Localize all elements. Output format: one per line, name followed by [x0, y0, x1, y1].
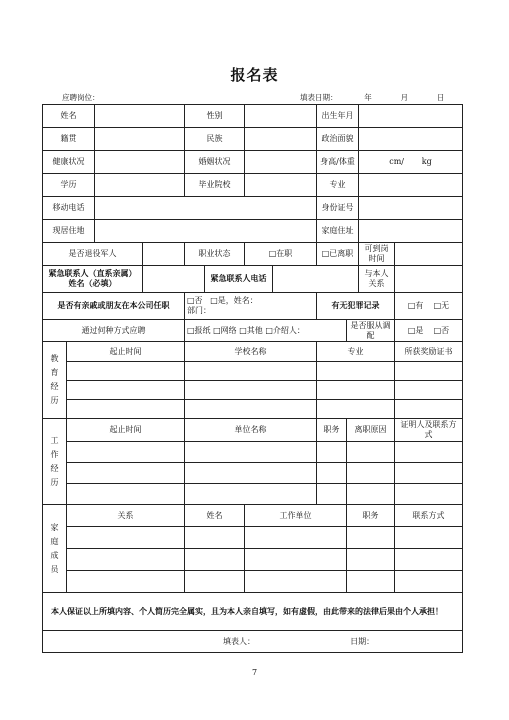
- checkbox-newspaper[interactable]: □报纸: [187, 325, 211, 335]
- family-col-company: 工作单位: [245, 505, 347, 527]
- pledge-statement: 本人保证以上所填内容、个人简历完全属实，且为本人亲自填写，如有虚假，由此带来的法律后果由个人承担！: [43, 593, 463, 631]
- checkbox-obey-no[interactable]: □否: [433, 325, 450, 335]
- family-cell[interactable]: [347, 571, 395, 593]
- label-ethnicity: 民族: [185, 128, 245, 151]
- family-section-label: 家庭成员: [43, 505, 67, 593]
- signature-row: [43, 631, 463, 653]
- sign-date-label: 日期：: [350, 636, 375, 646]
- field-gender[interactable]: [245, 105, 317, 128]
- edu-col-awards: 所获奖励证书: [395, 342, 463, 362]
- label-school: 毕业院校: [185, 174, 245, 197]
- field-school[interactable]: [245, 174, 317, 197]
- field-obey[interactable]: [395, 320, 463, 342]
- field-birth[interactable]: [359, 105, 463, 128]
- field-home-address[interactable]: [359, 220, 463, 243]
- edu-col-major: 专业: [317, 342, 395, 362]
- edu-cell[interactable]: [67, 400, 185, 419]
- family-cell[interactable]: [245, 571, 347, 593]
- checkbox-relatives-yes[interactable]: □是，姓名：: [210, 296, 258, 305]
- edu-cell[interactable]: [185, 400, 317, 419]
- label-department: 部门：: [187, 306, 211, 315]
- label-name: 姓名: [43, 105, 95, 128]
- edu-cell[interactable]: [185, 362, 317, 381]
- year-label: 年: [364, 93, 372, 102]
- work-col-position: 职务: [317, 419, 347, 442]
- family-col-name: 姓名: [185, 505, 245, 527]
- position-label: 应聘岗位：: [62, 93, 100, 102]
- field-channel[interactable]: [185, 320, 347, 342]
- work-cell[interactable]: [347, 484, 395, 505]
- checkbox-obey-yes[interactable]: □是: [407, 325, 424, 335]
- work-cell[interactable]: [317, 463, 347, 484]
- label-current-address: 现居住地: [43, 220, 95, 243]
- work-cell[interactable]: [67, 484, 185, 505]
- label-emergency-phone: 紧急联系人电话: [205, 266, 273, 293]
- work-cell[interactable]: [185, 442, 317, 463]
- day-label: 日: [436, 93, 445, 102]
- label-major: 专业: [317, 174, 359, 197]
- label-mobile: 移动电话: [43, 197, 95, 220]
- checkbox-relatives-no[interactable]: □否: [187, 296, 203, 305]
- label-available: 可到岗时间: [359, 243, 395, 266]
- registration-table: [42, 104, 463, 653]
- edu-cell[interactable]: [317, 381, 395, 400]
- checkbox-other[interactable]: □其他: [239, 325, 263, 335]
- page-number: 7: [251, 668, 258, 677]
- field-relatives[interactable]: [185, 293, 317, 320]
- field-relation[interactable]: [395, 266, 463, 293]
- field-education[interactable]: [95, 174, 185, 197]
- checkbox-referrer[interactable]: □介绍人：: [265, 325, 305, 335]
- edu-cell[interactable]: [185, 381, 317, 400]
- work-cell[interactable]: [67, 463, 185, 484]
- checkbox-criminal-yes[interactable]: □有: [407, 301, 424, 310]
- edu-cell[interactable]: [317, 400, 395, 419]
- family-cell[interactable]: [245, 527, 347, 549]
- family-cell[interactable]: [185, 527, 245, 549]
- label-criminal: 有无犯罪记录: [317, 293, 395, 320]
- family-cell[interactable]: [347, 549, 395, 571]
- label-health: 健康状况: [43, 151, 95, 174]
- edu-cell[interactable]: [395, 362, 463, 381]
- edu-cell[interactable]: [395, 381, 463, 400]
- label-job-status: 职业状态: [185, 243, 245, 266]
- edu-col-period: 起止时间: [67, 342, 185, 362]
- checkbox-resigned[interactable]: □已离职: [317, 243, 359, 266]
- work-cell[interactable]: [347, 442, 395, 463]
- field-mobile[interactable]: [95, 197, 317, 220]
- label-emergency-name: 紧急联系人（直系亲属）姓名（必填）: [43, 266, 143, 293]
- label-obey: 是否服从调配: [347, 320, 395, 342]
- label-gender: 性别: [185, 105, 245, 128]
- work-cell[interactable]: [395, 484, 463, 505]
- work-col-reference: 证明人及联系方式: [395, 419, 463, 442]
- field-emergency-name[interactable]: [143, 266, 205, 293]
- kg-unit: kg: [421, 157, 432, 166]
- checkbox-network[interactable]: □网络: [213, 325, 237, 335]
- work-section-label: 工作经历: [43, 419, 67, 505]
- label-education: 学历: [43, 174, 95, 197]
- field-political[interactable]: [359, 128, 463, 151]
- field-veteran[interactable]: [143, 243, 185, 266]
- edu-col-school: 学校名称: [185, 342, 317, 362]
- family-cell[interactable]: [347, 527, 395, 549]
- family-cell[interactable]: [67, 549, 185, 571]
- work-cell[interactable]: [67, 442, 185, 463]
- field-criminal[interactable]: [395, 293, 463, 320]
- label-political: 政治面貌: [317, 128, 359, 151]
- work-cell[interactable]: [395, 442, 463, 463]
- edu-cell[interactable]: [317, 362, 395, 381]
- family-cell[interactable]: [245, 549, 347, 571]
- label-veteran: 是否退役军人: [43, 243, 143, 266]
- work-cell[interactable]: [347, 463, 395, 484]
- family-col-relation: 关系: [67, 505, 185, 527]
- family-col-position: 职务: [347, 505, 395, 527]
- work-cell[interactable]: [185, 463, 317, 484]
- work-cell[interactable]: [317, 442, 347, 463]
- field-height-weight[interactable]: [359, 151, 463, 174]
- label-relatives: 是否有亲戚或朋友在本公司任职: [43, 293, 185, 320]
- field-id-number[interactable]: [359, 197, 463, 220]
- checkbox-criminal-no[interactable]: □无: [433, 301, 450, 310]
- label-marital: 婚姻状况: [185, 151, 245, 174]
- form-title: 报名表: [230, 66, 279, 84]
- work-cell[interactable]: [395, 463, 463, 484]
- field-major[interactable]: [359, 174, 463, 197]
- family-cell[interactable]: [67, 527, 185, 549]
- date-label: 填表日期：: [300, 93, 338, 102]
- field-origin[interactable]: [95, 128, 185, 151]
- label-home-address: 家庭住址: [317, 220, 359, 243]
- work-cell[interactable]: [185, 484, 317, 505]
- work-col-company: 单位名称: [185, 419, 317, 442]
- field-health[interactable]: [95, 151, 185, 174]
- edu-cell[interactable]: [67, 381, 185, 400]
- family-cell[interactable]: [395, 549, 463, 571]
- fill-date: [300, 92, 444, 103]
- checkbox-employed[interactable]: □在职: [245, 243, 317, 266]
- field-available[interactable]: [395, 243, 463, 266]
- work-cell[interactable]: [317, 484, 347, 505]
- label-birth: 出生年月: [317, 105, 359, 128]
- cm-unit: cm/: [389, 157, 404, 166]
- field-emergency-phone[interactable]: [273, 266, 359, 293]
- family-cell[interactable]: [185, 571, 245, 593]
- family-cell[interactable]: [395, 571, 463, 593]
- work-col-reason: 离职原因: [347, 419, 395, 442]
- education-section-label: 教育经历: [43, 342, 67, 419]
- label-height-weight: 身高/体重: [317, 151, 359, 174]
- label-channel: 通过何种方式应聘: [43, 320, 185, 342]
- family-cell[interactable]: [395, 527, 463, 549]
- edu-cell[interactable]: [395, 400, 463, 419]
- field-current-address[interactable]: [95, 220, 317, 243]
- month-label: 月: [400, 93, 409, 102]
- field-name[interactable]: [95, 105, 185, 128]
- label-origin: 籍贯: [43, 128, 95, 151]
- family-col-contact: 联系方式: [395, 505, 463, 527]
- label-id-number: 身份证号: [317, 197, 359, 220]
- field-ethnicity[interactable]: [245, 128, 317, 151]
- family-cell[interactable]: [185, 549, 245, 571]
- filler-label: 填表人：: [223, 636, 255, 646]
- edu-cell[interactable]: [67, 362, 185, 381]
- family-cell[interactable]: [67, 571, 185, 593]
- field-marital[interactable]: [245, 151, 317, 174]
- work-col-period: 起止时间: [67, 419, 185, 442]
- label-relation: 与本人关系: [359, 266, 395, 293]
